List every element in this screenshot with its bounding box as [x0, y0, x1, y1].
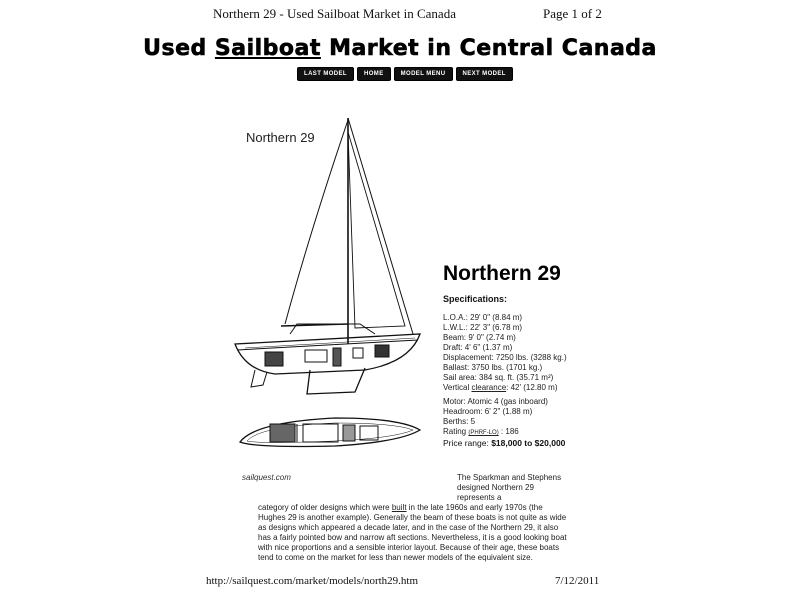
next-model-button[interactable]: NEXT MODEL	[456, 67, 513, 81]
print-header-page: Page 1 of 2	[543, 6, 602, 21]
site-title-post: Market in Central Canada	[320, 36, 657, 61]
spec-draft: Draft: 4' 6" (1.37 m)	[443, 343, 513, 352]
spec-loa: L.O.A.: 29' 0" (8.84 m)	[443, 313, 523, 322]
description-line1-pre: category of older designs which were	[258, 503, 392, 512]
description-body: 29 is another example). Generally the beam of these boats is not quite as wide as designs which appeared a decade later, and in the case of the Northern 29, it also has a fairly pointed bow and narrow aft sections. Nevertheless, it is a good looking boat with nice proportions and a sensible interior layout. Because of their age, these boats tend to come on the market for less than newer models of the equivalent size.	[258, 513, 567, 562]
spec-weights	[443, 353, 567, 393]
footer-date: 7/12/2011	[555, 575, 600, 587]
rating-post: : 186	[498, 427, 519, 436]
spec-motor: Motor: Atomic 4 (gas inboard)	[443, 397, 548, 406]
spec-dimensions	[443, 313, 522, 353]
spec-rating	[443, 427, 548, 438]
model-nav	[297, 67, 513, 81]
description-built-link[interactable]: built	[391, 503, 407, 512]
description	[258, 473, 568, 563]
description-lead: The Sparkman and Stephens designed Northern 29 represents a	[457, 473, 562, 502]
model-menu-button[interactable]: MODEL MENU	[394, 67, 453, 81]
clearance-link[interactable]: clearance	[471, 383, 507, 392]
home-button[interactable]: HOME	[357, 67, 391, 81]
spec-accommodation	[443, 397, 548, 438]
spec-berths: Berths: 5	[443, 417, 476, 426]
price-range	[443, 438, 565, 448]
site-title-sailboat: Sailboat	[214, 36, 321, 61]
site-title	[0, 36, 800, 61]
clearance-pre: Vertical	[443, 383, 472, 392]
model-name-heading: Northern 29	[443, 262, 561, 285]
site-title-pre: Used	[143, 36, 215, 61]
print-header-title: Northern 29 - Used Sailboat Market in Canada	[213, 6, 456, 21]
rating-pre: Rating	[443, 427, 469, 436]
drawing-label: Northern 29	[246, 130, 315, 145]
spec-displacement: Displacement: 7250 lbs. (3288 kg.)	[443, 353, 567, 362]
specifications-heading: Specifications:	[443, 294, 508, 304]
spec-sail-area: Sail area: 384 sq. ft. (35.71 m²)	[443, 373, 554, 382]
spec-headroom: Headroom: 6' 2" (1.88 m)	[443, 407, 533, 416]
spec-beam: Beam: 9' 0" (2.74 m)	[443, 333, 516, 342]
last-model-button[interactable]: LAST MODEL	[297, 67, 354, 81]
clearance-post: : 42' (12.80 m)	[506, 383, 558, 392]
footer-url: http://sailquest.com/market/models/north29.htm	[206, 575, 419, 587]
spec-ballast: Ballast: 3750 lbs. (1701 kg.)	[443, 363, 543, 372]
price-value: $18,000 to $20,000	[491, 438, 566, 448]
sailboat-drawing	[215, 112, 430, 472]
rating-phrf-link[interactable]: (PHRF-LO)	[468, 430, 499, 436]
drawing-credit: sailquest.com	[242, 473, 291, 482]
spec-clearance	[443, 383, 567, 393]
description-line1-post: in the late 1960s and early 1970s (the Hughes	[258, 503, 543, 522]
price-label: Price range:	[443, 438, 492, 448]
spec-lwl: L.W.L.: 22' 3" (6.78 m)	[443, 323, 523, 332]
